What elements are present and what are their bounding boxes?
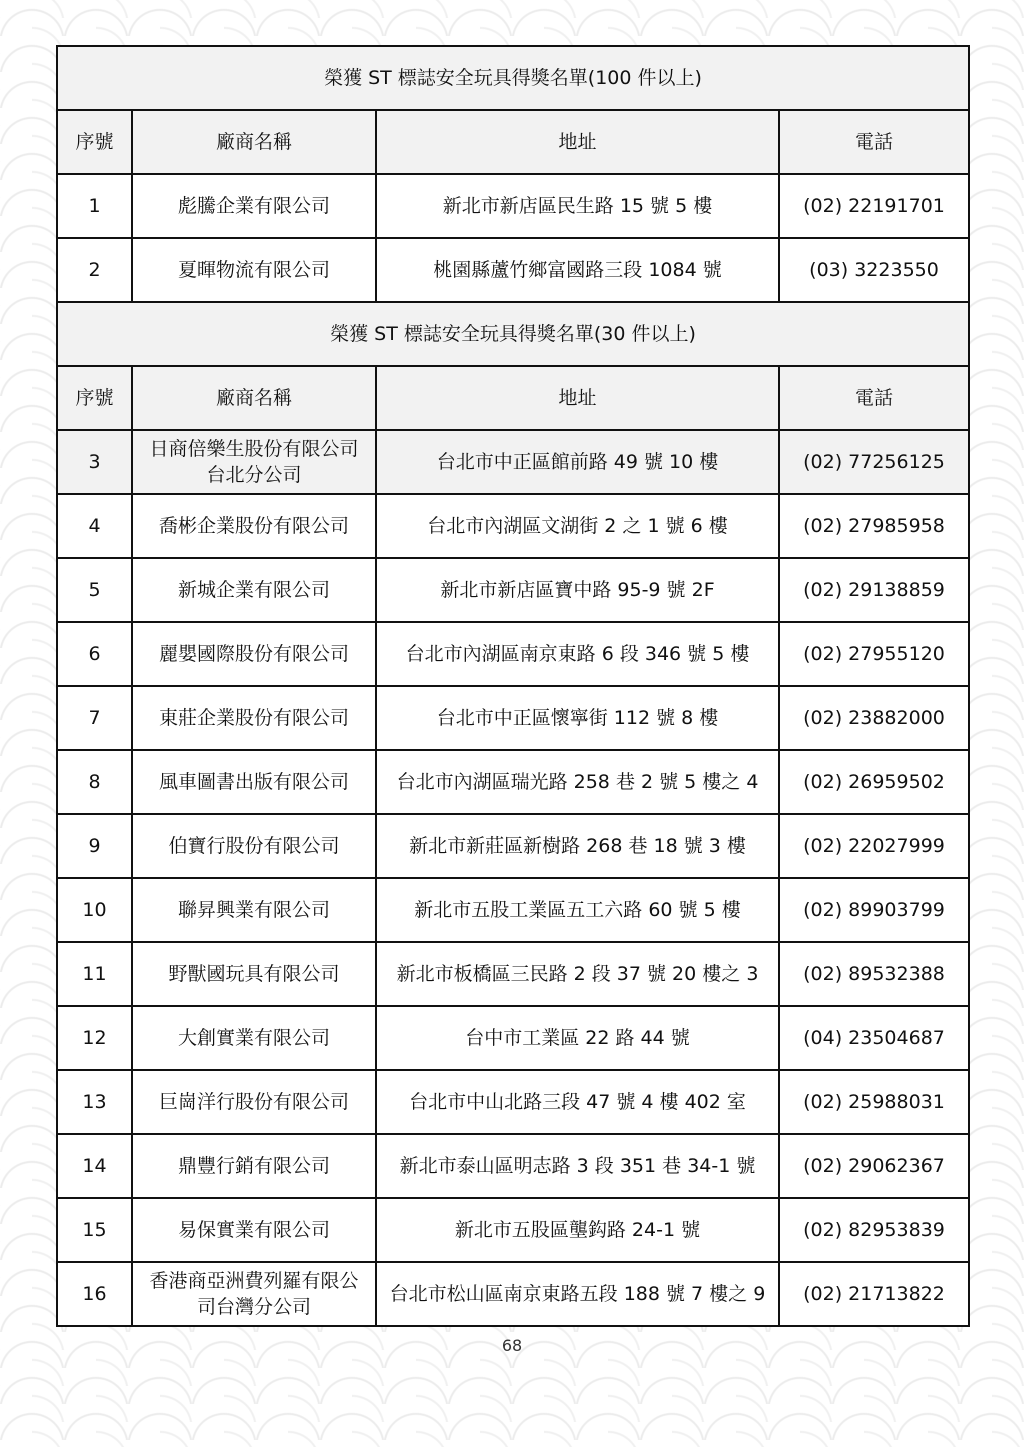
row-number: 9	[57, 814, 132, 878]
header-number: 序號	[57, 110, 132, 174]
company-phone: (02) 26959502	[779, 750, 969, 814]
header-address: 地址	[376, 110, 779, 174]
company-address: 台北市中正區館前路 49 號 10 樓	[376, 430, 779, 494]
company-address: 台北市內湖區文湖街 2 之 1 號 6 樓	[376, 494, 779, 558]
row-number: 3	[57, 430, 132, 494]
company-phone: (02) 89532388	[779, 942, 969, 1006]
company-name: 夏暉物流有限公司	[132, 238, 376, 302]
row-number: 5	[57, 558, 132, 622]
company-phone: (04) 23504687	[779, 1006, 969, 1070]
company-name: 大創實業有限公司	[132, 1006, 376, 1070]
company-address: 新北市新店區寶中路 95-9 號 2F	[376, 558, 779, 622]
row-number: 6	[57, 622, 132, 686]
company-phone: (02) 27985958	[779, 494, 969, 558]
company-address: 新北市五股工業區五工六路 60 號 5 樓	[376, 878, 779, 942]
company-phone: (02) 25988031	[779, 1070, 969, 1134]
row-number: 11	[57, 942, 132, 1006]
row-number: 10	[57, 878, 132, 942]
company-address: 台中市工業區 22 路 44 號	[376, 1006, 779, 1070]
section-title-row	[57, 46, 969, 110]
header-company: 廠商名稱	[132, 366, 376, 430]
company-address: 新北市板橋區三民路 2 段 37 號 20 樓之 3	[376, 942, 779, 1006]
company-phone: (02) 21713822	[779, 1262, 969, 1326]
company-phone: (02) 27955120	[779, 622, 969, 686]
company-address: 台北市中山北路三段 47 號 4 樓 402 室	[376, 1070, 779, 1134]
table-row	[57, 814, 969, 878]
header-company: 廠商名稱	[132, 110, 376, 174]
table-row	[57, 494, 969, 558]
table-row	[57, 430, 969, 494]
table-header-row	[57, 110, 969, 174]
row-number: 16	[57, 1262, 132, 1326]
company-name: 東莊企業股份有限公司	[132, 686, 376, 750]
awards-table-body	[57, 46, 969, 1326]
table-row	[57, 1134, 969, 1198]
company-name: 巨崗洋行股份有限公司	[132, 1070, 376, 1134]
company-name: 伯寶行股份有限公司	[132, 814, 376, 878]
company-name: 麗嬰國際股份有限公司	[132, 622, 376, 686]
company-name: 彪騰企業有限公司	[132, 174, 376, 238]
company-name: 日商倍樂生股份有限公司 台北分公司	[132, 430, 376, 494]
section-title-row	[57, 302, 969, 366]
table-row	[57, 1070, 969, 1134]
company-name: 鼎豐行銷有限公司	[132, 1134, 376, 1198]
company-name: 易保實業有限公司	[132, 1198, 376, 1262]
company-address: 台北市內湖區瑞光路 258 巷 2 號 5 樓之 4	[376, 750, 779, 814]
company-address: 新北市新店區民生路 15 號 5 樓	[376, 174, 779, 238]
header-number: 序號	[57, 366, 132, 430]
page-number: 68	[501, 1336, 523, 1355]
table-header-row	[57, 366, 969, 430]
row-number: 7	[57, 686, 132, 750]
company-phone: (02) 77256125	[779, 430, 969, 494]
company-phone: (02) 22027999	[779, 814, 969, 878]
table-row	[57, 238, 969, 302]
table-row	[57, 1198, 969, 1262]
company-phone: (02) 89903799	[779, 878, 969, 942]
company-phone: (02) 22191701	[779, 174, 969, 238]
row-number: 15	[57, 1198, 132, 1262]
row-number: 4	[57, 494, 132, 558]
company-address: 台北市松山區南京東路五段 188 號 7 樓之 9	[376, 1262, 779, 1326]
company-phone: (02) 29138859	[779, 558, 969, 622]
row-number: 12	[57, 1006, 132, 1070]
section-title: 榮獲 ST 標誌安全玩具得獎名單(100 件以上)	[57, 46, 969, 110]
table-row	[57, 878, 969, 942]
company-phone: (02) 82953839	[779, 1198, 969, 1262]
company-address: 台北市內湖區南京東路 6 段 346 號 5 樓	[376, 622, 779, 686]
company-address: 台北市中正區懷寧街 112 號 8 樓	[376, 686, 779, 750]
company-name: 新城企業有限公司	[132, 558, 376, 622]
company-address: 新北市五股區壟鈎路 24-1 號	[376, 1198, 779, 1262]
row-number: 2	[57, 238, 132, 302]
company-address: 新北市泰山區明志路 3 段 351 巷 34-1 號	[376, 1134, 779, 1198]
row-number: 8	[57, 750, 132, 814]
table-row	[57, 942, 969, 1006]
company-name: 香港商亞洲費列羅有限公 司台灣分公司	[132, 1262, 376, 1326]
company-phone: (03) 3223550	[779, 238, 969, 302]
row-number: 1	[57, 174, 132, 238]
header-phone: 電話	[779, 366, 969, 430]
company-name: 風車圖書出版有限公司	[132, 750, 376, 814]
table-row	[57, 686, 969, 750]
table-row	[57, 174, 969, 238]
company-name: 野獸國玩具有限公司	[132, 942, 376, 1006]
company-address: 桃園縣蘆竹鄉富國路三段 1084 號	[376, 238, 779, 302]
table-row	[57, 1262, 969, 1326]
awards-table	[56, 45, 970, 1327]
company-address: 新北市新莊區新樹路 268 巷 18 號 3 樓	[376, 814, 779, 878]
company-name: 聯昇興業有限公司	[132, 878, 376, 942]
table-row	[57, 622, 969, 686]
company-name: 喬彬企業股份有限公司	[132, 494, 376, 558]
section-title: 榮獲 ST 標誌安全玩具得獎名單(30 件以上)	[57, 302, 969, 366]
company-phone: (02) 23882000	[779, 686, 969, 750]
header-address: 地址	[376, 366, 779, 430]
header-phone: 電話	[779, 110, 969, 174]
table-row	[57, 750, 969, 814]
row-number: 13	[57, 1070, 132, 1134]
row-number: 14	[57, 1134, 132, 1198]
table-row	[57, 1006, 969, 1070]
company-phone: (02) 29062367	[779, 1134, 969, 1198]
table-row	[57, 558, 969, 622]
